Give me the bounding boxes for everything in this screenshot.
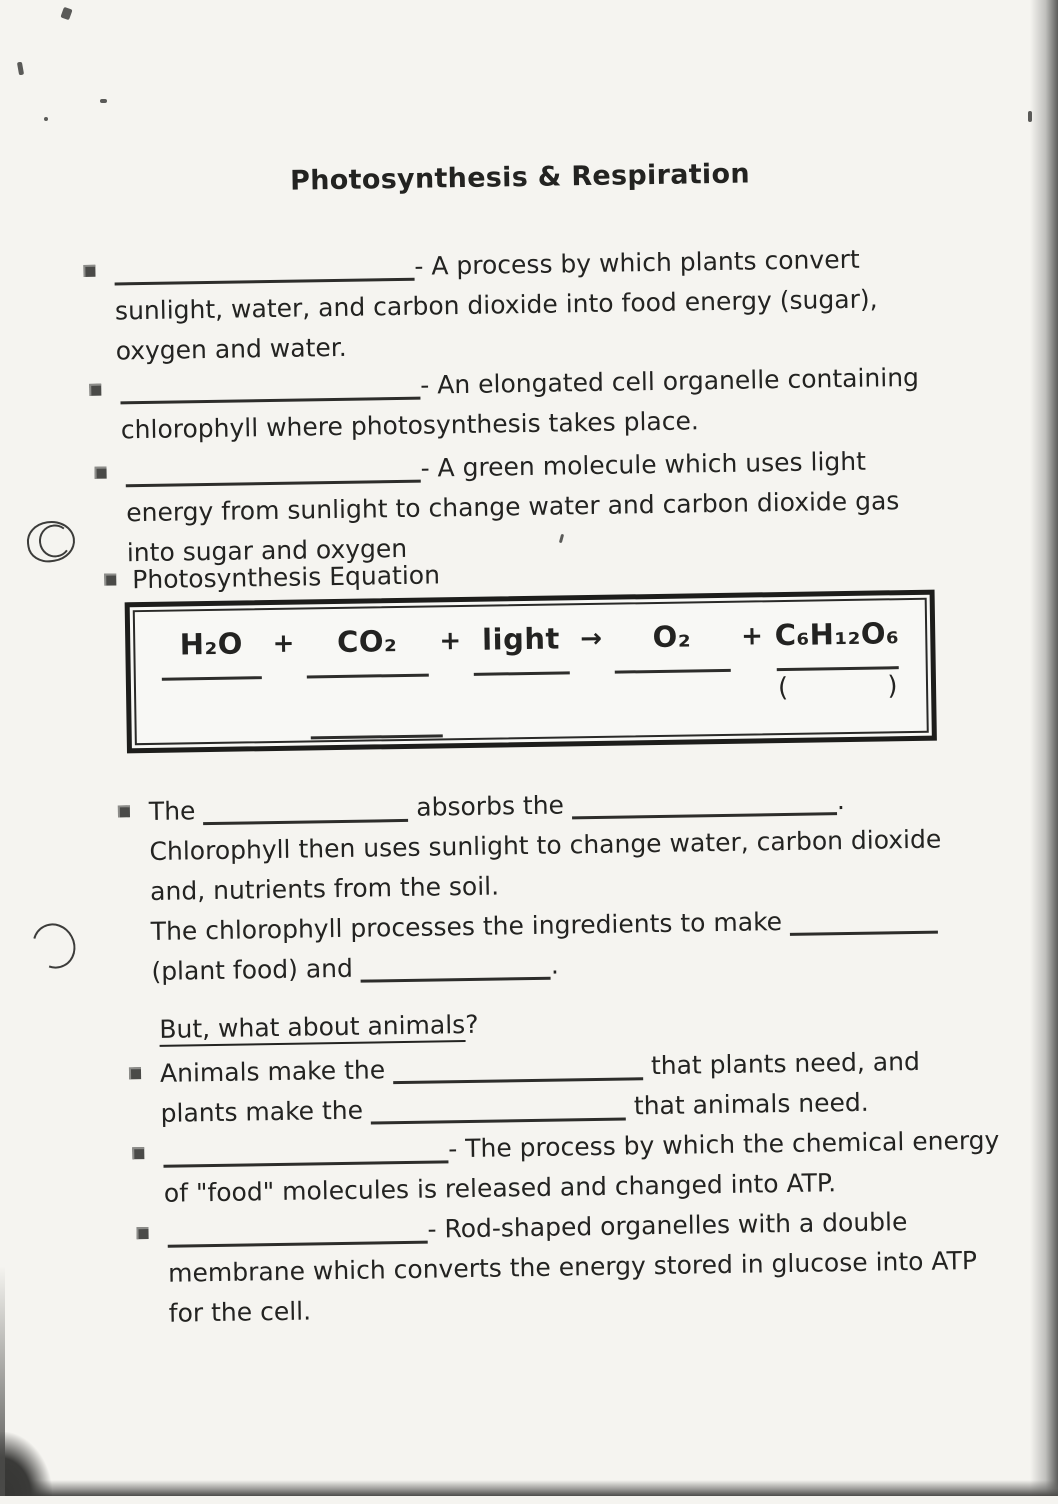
bullet-marker (89, 384, 101, 396)
blank-line (162, 676, 262, 681)
item-text: The absorbs the . Chlorophyll then uses sunlight to change water, carbon dioxide and, nutrients from the soil. The chlorophyll processes the ingredients to make (plant food) and . (148, 786, 942, 986)
blank-line (776, 666, 898, 671)
bullet-marker (129, 1067, 141, 1079)
equation-term (614, 619, 731, 674)
photosynthesis-equation-box (125, 590, 937, 754)
equation-operator (741, 618, 764, 651)
item-text: - A green molecule which uses light energy from sunlight to change water and carbon dioxide gas into sugar and oxygen (125, 446, 900, 568)
equation-term-text: → (580, 623, 603, 655)
equation-term-text: H₂O (179, 626, 244, 662)
definition-chloroplast (120, 356, 1058, 451)
bullet-marker (104, 573, 116, 585)
chlorophyll-process-paragraph (149, 777, 1058, 992)
blank-line (572, 812, 837, 819)
blank-line (126, 480, 421, 488)
bullet-marker (118, 805, 130, 817)
bullet-marker (132, 1147, 144, 1159)
definition-chlorophyll (125, 439, 1058, 574)
equation-operator (272, 626, 295, 659)
definition-mitochondria (167, 1199, 1058, 1334)
scan-speck (100, 99, 107, 103)
equation-term-text: + (272, 628, 296, 660)
blank-line (115, 278, 415, 286)
blank-line (361, 977, 551, 983)
scan-corner-shadow (0, 1432, 52, 1496)
blank-line (163, 1160, 448, 1167)
blank-line (168, 1241, 428, 1248)
equation-operator (580, 621, 603, 654)
equation-term-text: C₆H₁₂O₆ (774, 616, 900, 653)
equation-inner-frame (133, 598, 929, 745)
equation-term-text: + (740, 621, 764, 652)
blank-line (311, 734, 443, 739)
equation-term-text: O₂ (652, 619, 692, 655)
equation-term (473, 621, 570, 676)
equation-term-text: light (481, 621, 561, 657)
equation-term (774, 616, 900, 703)
bullet-marker (136, 1227, 148, 1239)
equation-term-text: + (439, 626, 462, 657)
equation-paren: ( ) (777, 671, 898, 704)
definition-photosynthesis (114, 237, 1056, 372)
equation-term (161, 626, 262, 681)
equation-label: Photosynthesis Equation (132, 560, 441, 595)
worksheet-title: Photosynthesis & Respiration (289, 158, 751, 197)
definition-cellular-respiration (163, 1119, 1058, 1214)
equation-terms (161, 616, 900, 713)
scan-edge-left (0, 1266, 5, 1496)
bullet-marker (83, 265, 95, 277)
blank-line (307, 674, 429, 679)
equation-term-text: CO₂ (336, 624, 398, 659)
item-text: - The process by which the chemical energy of "food" molecules is released and changed into ATP. (163, 1125, 1000, 1208)
equation-term (306, 624, 429, 679)
blank-line (474, 671, 570, 676)
animals-heading-text: But, what about animals (159, 1010, 465, 1047)
item-text: - An elongated cell organelle containing chlorophyll where photosynthesis takes place. (120, 362, 920, 445)
bullet-marker (94, 467, 106, 479)
scan-speck (1028, 111, 1032, 122)
scan-edge-bottom (0, 1480, 1058, 1496)
item-text: - Rod-shaped organelles with a double membrane which converts the energy stored in glucose into ATP for the cell. (167, 1207, 978, 1328)
equation-operator (439, 623, 462, 656)
animals-plants-exchange-paragraph (160, 1039, 1058, 1134)
scan-edge-right (1030, 0, 1058, 1496)
blank-line (371, 1118, 626, 1125)
item-text: - A process by which plants convert sunlight, water, and carbon dioxide into food energy (sugar), oxygen and water. (114, 244, 878, 366)
blank-line (204, 819, 409, 825)
scan-speck (44, 117, 48, 121)
blank-line (393, 1077, 643, 1084)
blank-line (790, 931, 938, 936)
equation-extra-blank-row (310, 709, 900, 726)
animals-heading (159, 1006, 479, 1049)
blank-line (614, 669, 730, 674)
equation-label-row (132, 557, 440, 598)
animals-heading-question-mark: ? (464, 1009, 479, 1040)
item-text: Animals make the that plants need, and plants make the that animals need. (159, 1046, 921, 1128)
blank-line (120, 397, 420, 405)
